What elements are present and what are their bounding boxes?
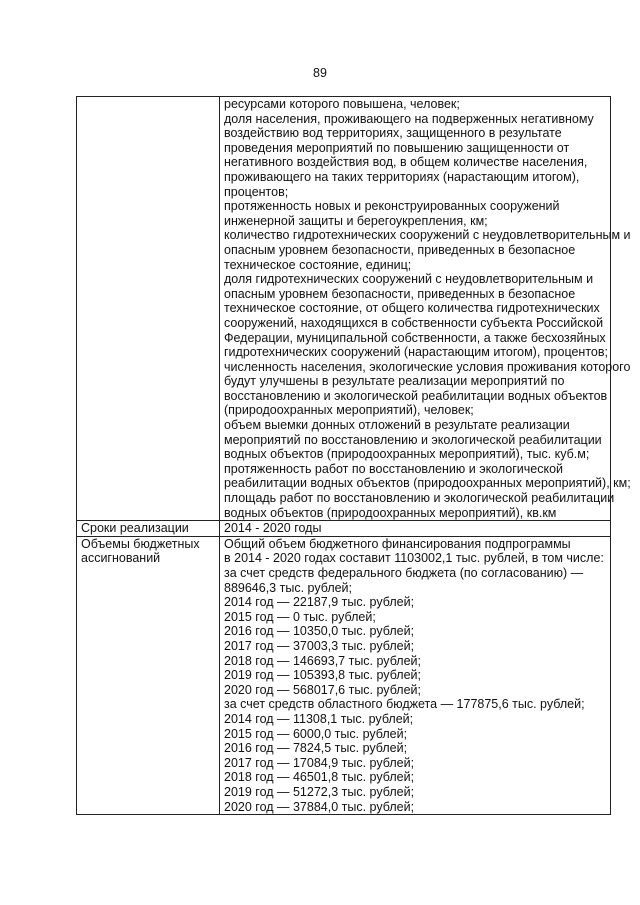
text-line: ресурсами которого повышена, человек; (224, 97, 460, 111)
text-line: объем выемки донных отложений в результате реализации (224, 418, 570, 433)
text-line: 2020 год — 568017,6 тыс. рублей; (224, 682, 421, 697)
text-line: процентов; (224, 184, 289, 199)
text-line: гидротехнических сооружений (нарастающим итогом), процентов; (224, 345, 608, 360)
table-row-period (77, 521, 611, 537)
text-line: 2014 - 2020 годы (224, 521, 322, 536)
text-line: реабилитации водных объектов (природоохранных мероприятий), км; (224, 476, 631, 491)
text-line: 2014 год — 22187,9 тыс. рублей; (224, 595, 415, 610)
text-line: опасным уровнем безопасности, приведенных в безопасное (224, 286, 576, 301)
text-line: воздействию вод территориях, защищенного в результате (224, 126, 562, 141)
row-value-cell (220, 97, 631, 521)
text-line: 2015 год — 6000,0 тыс. рублей; (224, 726, 408, 741)
text-line: в 2014 - 2020 годах составит 1103002,1 тыс. рублей, в том числе: (224, 551, 604, 566)
text-line: 2019 год — 51272,3 тыс. рублей; (224, 784, 415, 799)
text-line: (природоохранных мероприятий), человек; (224, 403, 474, 418)
text-line: Общий объем бюджетного финансирования подпрограммы (224, 536, 571, 551)
text-line: будут улучшены в результате реализации мероприятий по (224, 374, 565, 389)
text-line: 2016 год — 10350,0 тыс. рублей; (224, 624, 415, 639)
text-line: 2018 год — 146693,7 тыс. рублей; (224, 653, 421, 668)
row-label-cell (77, 536, 220, 814)
passport-table (76, 96, 631, 815)
row-label-cell (77, 97, 220, 521)
text-line: 2018 год — 46501,8 тыс. рублей; (224, 770, 415, 785)
text-line: количество гидротехнических сооружений с неудовлетворительным и (224, 228, 631, 243)
page-number: 89 (313, 66, 327, 80)
text-line: численность населения, экологические условия проживания которого (224, 359, 631, 374)
text-line: ассигнований (81, 551, 161, 566)
text-line: проживающего на таких территориях (нарастающим итогом), (224, 169, 580, 184)
text-line: Объемы бюджетных (81, 536, 200, 551)
text-line: протяженность работ по восстановлению и экологической (224, 461, 564, 476)
text-line: 2016 год — 7824,5 тыс. рублей; (224, 741, 408, 756)
row-value-cell (220, 536, 611, 814)
text-line: мероприятий по восстановлению и экологической реабилитации (224, 432, 602, 447)
text-line: 2014 год — 11308,1 тыс. рублей; (224, 711, 414, 726)
text-line: Федерации, муниципальной собственности, а также бесхозяйных (224, 330, 606, 345)
table-row-budget (77, 536, 611, 814)
text-line: 2020 год — 37884,0 тыс. рублей; (224, 799, 415, 814)
text-line: Сроки реализации (81, 521, 189, 536)
text-line: проведения мероприятий по повышению защищенности от (224, 140, 570, 155)
text-line: техническое состояние, от общего количества гидротехнических (224, 301, 600, 316)
text-line: сооружений, находящихся в собственности субъекта Российской (224, 315, 604, 330)
table-row-indicators (77, 97, 611, 521)
text-line: доля гидротехнических сооружений с неудовлетворительным и (224, 272, 594, 287)
text-line: за счет средств федерального бюджета (по согласованию) — (224, 566, 584, 580)
text-line: водных объектов (природоохранных мероприятий), тыс. куб.м; (224, 447, 590, 462)
text-line: 2019 год — 105393,8 тыс. рублей; (224, 668, 421, 683)
text-line: 2017 год — 17084,9 тыс. рублей; (224, 755, 415, 770)
text-line: 2015 год — 0 тыс. рублей; (224, 609, 376, 624)
text-line: 889646,3 тыс. рублей; (224, 580, 353, 595)
text-line: за счет средств областного бюджета — 177875,6 тыс. рублей; (224, 697, 585, 712)
text-line: 2017 год — 37003,3 тыс. рублей; (224, 638, 415, 653)
text-line: доля населения, проживающего на подверженных негативному (224, 111, 594, 126)
text-line: восстановлению и экологической реабилитации водных объектов (224, 388, 608, 403)
text-line: протяженность новых и реконструированных сооружений (224, 199, 560, 214)
text-line: площадь работ по восстановлению и экологической реабилитации (224, 491, 615, 506)
row-value-cell (220, 521, 611, 537)
text-line: водных объектов (природоохранных мероприятий), кв.км (224, 505, 557, 520)
text-line: негативного воздействия вод, в общем количестве населения, (224, 155, 588, 170)
text-line: техническое состояние, единиц; (224, 257, 412, 272)
text-line: опасным уровнем безопасности, приведенных в безопасное (224, 242, 576, 257)
row-label-cell (77, 521, 220, 537)
text-line: инженерной защиты и берегоукрепления, км; (224, 213, 488, 228)
